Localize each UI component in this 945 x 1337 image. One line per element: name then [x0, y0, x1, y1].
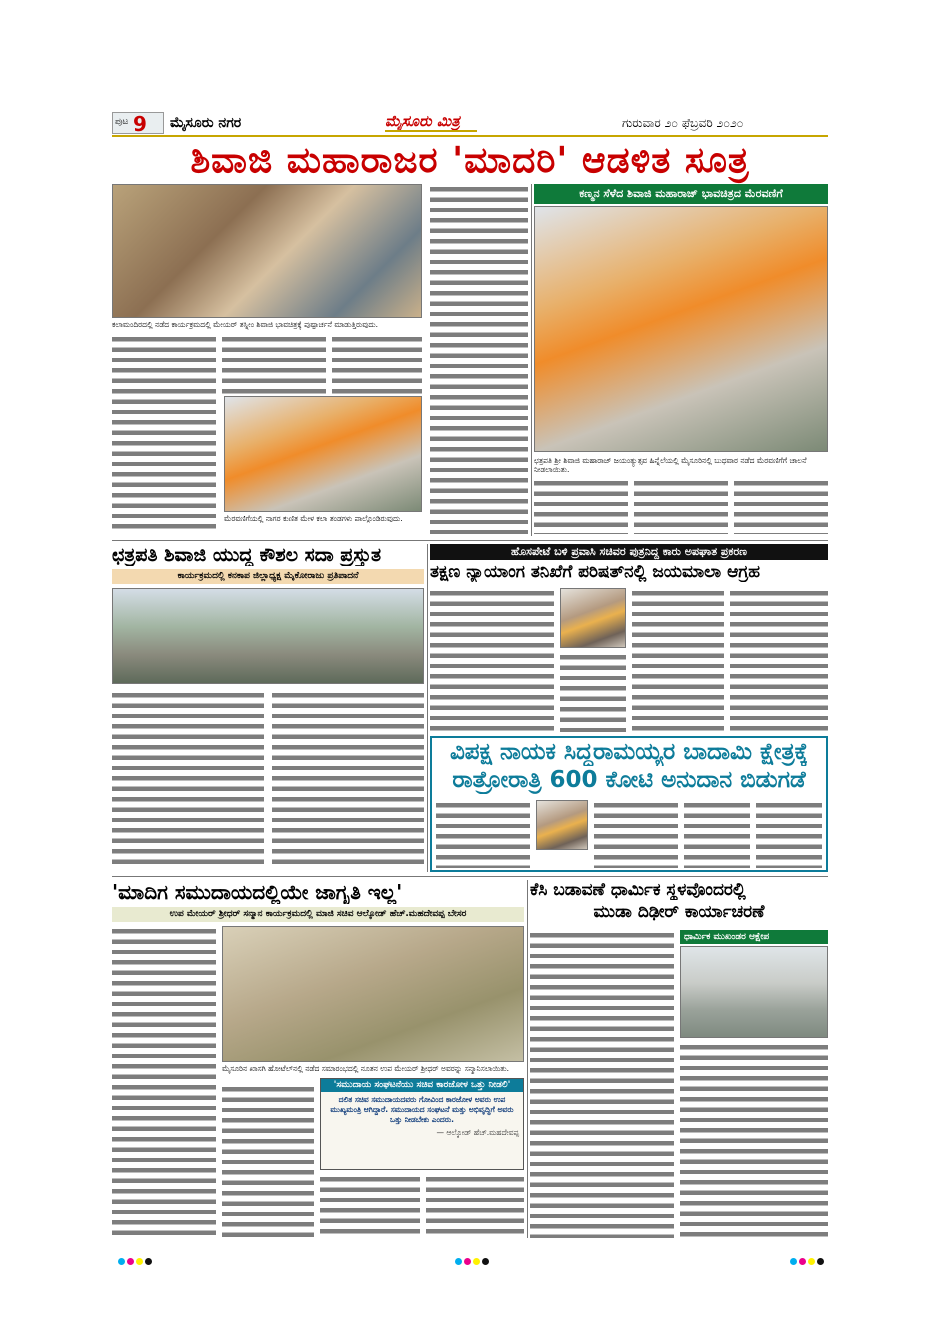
column-rule-3: [531, 184, 532, 536]
paper-name-underline: [385, 130, 477, 132]
story6-photo: [680, 946, 828, 1038]
quote-box: [320, 1078, 524, 1170]
newspaper-page: [112, 112, 828, 1237]
story6-headline-line1: ಕೆಸಿ ಬಡಾವಣೆ ಧಾರ್ಮಿಕ ಸ್ಥಳವೊಂದರಲ್ಲಿ: [530, 880, 746, 900]
story4-column-3: [684, 800, 750, 868]
story2-photo: [112, 588, 424, 684]
story6-column-2: [680, 1042, 828, 1238]
page-label: ಪುಟ: [115, 117, 129, 127]
story5-subhead: ಉಪ ಮೇಯರ್ ಶ್ರೀಧರ್ ಸನ್ಮಾನ ಕಾರ್ಯಕ್ರಮದಲ್ಲಿ ಮಾಜಿ ಸಚಿವ ಆಲ್ಕೋಡ್ ಹೆಚ್.ಮಹದೇವಪ್ಪ ಬೇಸರ: [112, 907, 524, 922]
quote-author: — ಆಲ್ಕೋಡ್ ಹೆಚ್.ಮಹದೇವಪ್ಪ: [436, 1128, 519, 1137]
section-name: ಮೈಸೂರು ನಗರ: [170, 115, 242, 131]
column-rule-2: [527, 880, 528, 1238]
story5-photo: [222, 926, 524, 1062]
main-photo-caption: ಕಲಾಮಂದಿರದಲ್ಲಿ ನಡೆದ ಕಾರ್ಯಕ್ರಮದಲ್ಲಿ ಮೇಯರ್ ತಸ್ನೀಂ ಶಿವಾಜಿ ಭಾವಚಿತ್ರಕ್ಕೆ ಪುಷ್ಪಾರ್ಚನೆ ಮಾಡುತ್ತಿರುವುದು.: [112, 320, 379, 329]
story5-column-2: [222, 1084, 314, 1238]
story3-column-4: [730, 588, 828, 732]
story5-photo-caption: ಮೈಸೂರಿನ ಖಾಸಗಿ ಹೋಟೆಲ್‌ನಲ್ಲಿ ನಡೆದ ಸಮಾರಂಭದಲ್ಲಿ ನೂತನ ಉಪ ಮೇಯರ್ ಶ್ರೀಧರ್ ಅವರನ್ನು ಸನ್ಮಾನಿಸಲಾಯಿತು.: [222, 1064, 509, 1073]
main-story-column-4: [430, 184, 528, 534]
story3-column-3: [632, 588, 724, 732]
story6-tag: ಧಾರ್ಮಿಕ ಮುಖಂಡರ ಆಕ್ಷೇಪ: [680, 930, 828, 944]
story3-column-2: [560, 652, 626, 732]
story4-column-1: [436, 800, 530, 868]
main-story-column-2: [222, 334, 326, 394]
story6-headline-line2: ಮುಡಾ ದಿಢೀರ್ ಕಾರ್ಯಾಚರಣೆ: [593, 902, 765, 922]
story4-column-4: [756, 800, 822, 868]
yediyurappa-portrait: [536, 800, 588, 850]
story3-headline: ತಕ್ಷಣ ನ್ಯಾಯಾಂಗ ತನಿಖೆಗೆ ಪರಿಷತ್‌ನಲ್ಲಿ ಜಯಮಾಲಾ ಆಗ್ರಹ: [430, 562, 760, 582]
quote-title: 'ಸಮುದಾಯ ಸಂಘಟನೆಯು ಸಚಿವ ಕಾರಜೋಳ ಒತ್ತು ನೀಡಲಿ': [321, 1079, 523, 1092]
procession-inset-photo: [224, 396, 422, 512]
procession-column-2: [634, 478, 728, 534]
main-story-column-1: [112, 334, 216, 534]
inset-photo-caption: ಮೆರವಣಿಗೆಯಲ್ಲಿ ನಾಗರ ಕುಣಿತ ಮೇಳ ಕಲಾ ತಂಡಗಳು ಪಾಲ್ಗೊಂಡಿರುವುದು.: [224, 514, 403, 523]
story5-column-3: [320, 1174, 420, 1238]
story4-column-2: [594, 800, 678, 868]
quote-text: ದಲಿತ ಸಚಿವ ಸಮುದಾಯದವರು ಗೋವಿಂದ ಕಾರಜೋಳ ಅವರು ಉಪ ಮುಖ್ಯಮಂತ್ರಿ ಆಗಿದ್ದಾರೆ. ಸಮುದಾಯದ ಸಂಘಟನೆ ಮತ್ತು ಅಭಿವೃದ್ಧಿಗೆ ಅವರು ಒತ್ತು ನೀಡಬೇಕು ಎಂದರು.: [330, 1095, 514, 1124]
procession-column-1: [534, 478, 628, 534]
story2-subhead: ಕಾರ್ಯಕ್ರಮದಲ್ಲಿ ಕನಕಾಪ ಜಿಲ್ಲಾಧ್ಯಕ್ಷ ಮೈಕೋರಾಜು ಪ್ರತಿಪಾದನೆ: [112, 569, 424, 584]
story4-headline-line2: ರಾತ್ರೋರಾತ್ರಿ 600 ಕೋಟಿ ಅನುದಾನ ಬಿಡುಗಡೆ: [452, 767, 806, 793]
section-divider-1: [112, 540, 828, 541]
date-line: ಗುರುವಾರ ೨೦ ಫೆಬ್ರವರಿ ೨೦೨೦: [622, 116, 744, 130]
story5-headline: 'ಮಾದಿಗ ಸಮುದಾಯದಲ್ಲಿಯೇ ಜಾಗೃತಿ ಇಲ್ಲ': [112, 880, 403, 904]
procession-banner: ಕಣ್ಮನ ಸೆಳೆದ ಶಿವಾಜಿ ಮಹಾರಾಜ್ ಭಾವಚಿತ್ರದ ಮೆರವಣಿಗೆ: [534, 184, 828, 204]
story2-column-1: [112, 690, 264, 870]
registration-marks-center: [455, 1250, 491, 1269]
story2-headline: ಛತ್ರಪತಿ ಶಿವಾಜಿ ಯುದ್ಧ ಕೌಶಲ ಸದಾ ಪ್ರಸ್ತುತ: [112, 544, 382, 566]
procession-photo: [534, 206, 828, 452]
story5-column-1: [112, 926, 216, 1238]
jayamala-portrait: [560, 588, 626, 648]
story4-headline-line1: ವಿಪಕ್ಷ ನಾಯಕ ಸಿದ್ದರಾಮಯ್ಯರ ಬಾದಾಮಿ ಕ್ಷೇತ್ರಕ್ಕೆ: [449, 739, 809, 765]
procession-column-3: [734, 478, 828, 534]
column-rule-1: [427, 544, 428, 872]
story3-kicker: ಹೊಸಪೇಟೆ ಬಳಿ ಪ್ರವಾಸಿ ಸಚಿವರ ಪುತ್ರನಿದ್ದ ಕಾರು ಅಪಘಾತ ಪ್ರಕರಣ: [430, 544, 828, 560]
procession-photo-caption: ಛತ್ರಪತಿ ಶ್ರೀ ಶಿವಾಜಿ ಮಹಾರಾಜ್ ಜಯಂತ್ಯುತ್ಸವ ಹಿನ್ನೆಲೆಯಲ್ಲಿ ಮೈಸೂರಿನಲ್ಲಿ ಬುಧವಾರ ನಡೆದ ಮೆರವಣಿಗೆಗೆ ಚಾಲನೆ ನೀಡಲಾಯಿತು.: [534, 456, 807, 474]
page-number-box: [112, 112, 164, 134]
story6-column-1: [530, 930, 674, 1238]
registration-marks-right: [790, 1250, 826, 1269]
registration-marks-left: [118, 1250, 154, 1269]
main-story-column-3: [332, 334, 422, 394]
page-number: 9: [133, 112, 147, 136]
paper-name: ಮೈಸೂರು ಮಿತ್ರ: [385, 112, 460, 130]
section-divider-2: [112, 876, 828, 877]
main-headline: ಶಿವಾಜಿ ಮಹಾರಾಜರ 'ಮಾದರಿ' ಆಡಳಿತ ಸೂತ್ರ: [190, 140, 750, 181]
story2-column-2: [272, 690, 424, 870]
story5-column-4: [426, 1174, 524, 1238]
story3-column-1: [430, 588, 554, 732]
main-story-photo: [112, 184, 422, 318]
